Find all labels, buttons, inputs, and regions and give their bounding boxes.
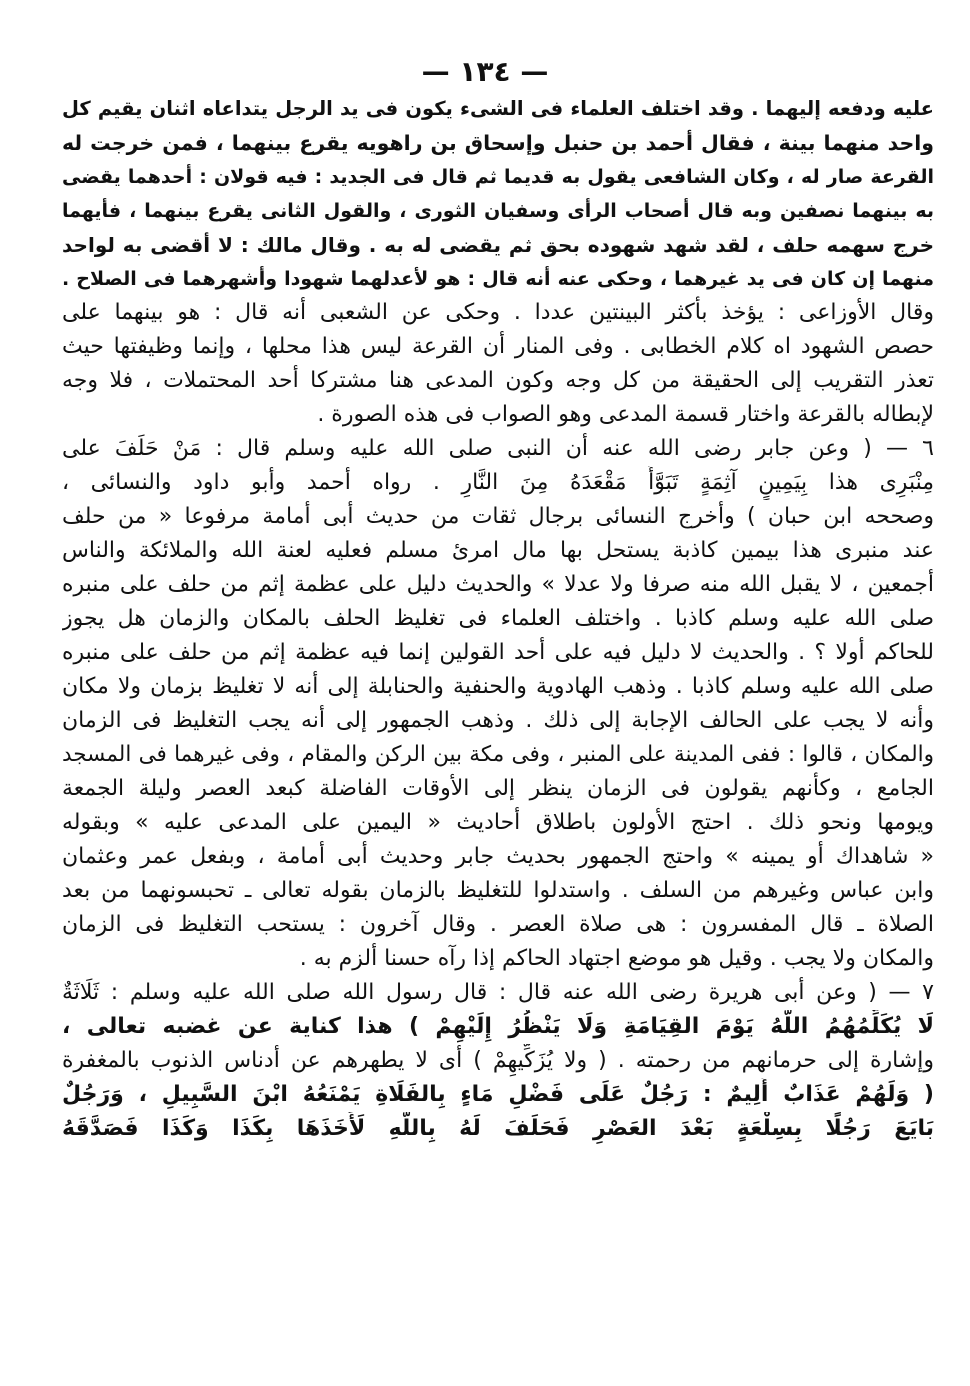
text-line: به بينهما نصفين وبه قال أصحاب الرأى وسفيان الثورى ، والقول الثانى يقرع بينهما ، فأيهما: [62, 200, 934, 222]
hadith-line: ( وَلَهُمْ عَذَابٌ أَلِيمٌ : رَجُلٌ عَلَى فَضْلِ مَاءٍ بِالفَلَاةِ يَمْنَعُهُ ابْنَ السَّبِيلِ ، وَرَجُلٌ: [62, 1082, 934, 1107]
page-number: — ١٣٤ —: [421, 55, 549, 88]
text-line: أجمعين ، لا يقبل الله منه صرفا ولا عدلا » والحديث دليل على عظمة إثم من حلف على منبره: [62, 572, 934, 597]
text-line: واحد منهما بينة ، فقال أحمد بن حنبل وإسحاق بن راهويه يقرع بينهما ، فمن خرجت له: [62, 131, 934, 155]
body-text: [62, 92, 934, 1146]
text-line: والمكان ، قالوا : ففى المدينة على المنبر ، وفى مكة بين الركن والمقام ، وفى غيرهما فى المسجد: [62, 742, 934, 767]
text-line: « شاهداك أو يمينه » واحتج الجمهور بحديث جابر وحديث أبى أمامة ، وبفعل عمر وعثمان: [62, 844, 934, 869]
hadith-line: ٦ — ( وعن جابر رضى الله عنه أن النبى صلى الله عليه وسلم قال : مَنْ حَلَفَ على: [62, 436, 934, 461]
text-line: صلى الله عليه وسلم كاذبا . وذهب الهادوية والحنفية والحنابلة إلى أنه لا تغليظ بزمان ولا مكان: [62, 674, 934, 699]
text-line: وإشارة إلى حرمانهم من رحمته . ( ولا يُزَكِّيهِمْ ) أى لا يطهرهم عن أدناس الذنوب بالمغفرة: [62, 1048, 934, 1073]
hadith-line: مِنْبَرِى هذا بِيَمِينٍ آثِمَةٍ تَبَوَّأَ مَقْعَدَهُ مِنَ النَّارِ . رواه أحمد وأبو داود والنسائى ،: [62, 470, 934, 495]
text-line: الصلاة ـ قال المفسرون : هى صلاة العصر . وقال آخرون : يستحب التغليظ فى الزمان: [62, 912, 934, 937]
text-line: منهما إن كان فى يد غيرهما ، وحكى عنه أنه قال : هو لأعدلهما شهودا وأشهرهما فى الصلاح .: [62, 268, 934, 290]
text-line: حصص الشهود اه كلام الخطابى . وفى المنار أن القرعة ليس هذا محلها ، وإنما وظيفتها حيث: [62, 334, 934, 359]
text-line: عليه ودفعه إليهما . وقد اختلف العلماء فى الشىء يكون فى يد الرجل يتداعاه اثنان يقيم كل: [62, 97, 934, 120]
text-line: الجامع ، وكأنهم يقولون فى الزمان ينظر إلى الأوقات الفاضلة كبعد العصر وليلة الجمعة: [62, 776, 934, 801]
text-line: لإبطاله بالقرعة واختار قسمة المدعى وهو الصواب فى هذه الصورة .: [317, 402, 934, 427]
text-line: خرج سهمه حلف ، لقد شهد شهوده بحق ثم يقضى له به . وقال مالك : لا أقضى به لواحد: [62, 233, 934, 257]
text-line: والمكان ولا يجب . وقيل هو موضع اجتهاد الحاكم إذا رآه حسنا ألزم به .: [299, 946, 934, 971]
hadith-line: لَا يُكَلِّمُهُمُ اللَّهُ يَوْمَ القِيَامَةِ وَلَا يَنْظُرُ إِلَيْهِمْ ) هذا كناية عن غضبه تعالى ،: [62, 1014, 934, 1039]
text-line: عند منبرى هذا بيمين كاذبة يستحل بها مال امرئ مسلم فعليه لعنة الله والملائكة والناس: [62, 538, 934, 563]
text-line: وصححه ابن حبان ) وأخرج النسائى برجال ثقات من حديث أبى أمامة مرفوعا « من حلف: [62, 504, 934, 529]
text-line: وقال الأوزاعى : يؤخذ بأكثر البينتين عددا . وحكى عن الشعبى أنه قال : هو بينهما على: [62, 300, 934, 325]
hadith-line: بَايَعَ رَجُلًا بِسِلْعَةٍ بَعْدَ العَصْرِ فَحَلَفَ لَهُ بِاللَّهِ لَأَخَذَهَا بِكَذَا وَكَذَا فَصَدَّقَهُ: [62, 1116, 934, 1141]
text-line: للحاكم أولا ؟ . والحديث لا دليل فيه على أحد القولين إنما فيه عظمة إثم من حلف على منبره: [62, 640, 934, 665]
text-line: تعذر التقريب إلى الحقيقة من كل وجه وكون المدعى هنا مشتركا أحد المحتملات ، فلا وجه: [62, 368, 934, 393]
text-line: وأنه لا يجب على الحالف الإجابة إلى ذلك . وذهب الجمهور إلى أنه يجب التغليظ فى الزمان: [62, 708, 934, 733]
hadith-line: ٧ — ( وعن أبى هريرة رضى الله عنه قال : قال رسول الله صلى الله عليه وسلم : ثَلَاثَةٌ: [62, 980, 934, 1005]
text-line: ويومها ونحو ذلك . احتج الأولون باطلاق أحاديث « اليمين على المدعى عليه » وبقوله: [62, 810, 934, 835]
text-line: صلى الله عليه وسلم كاذبا . واختلف العلماء فى تغليظ الحلف بالمكان والزمان هل يجوز: [62, 606, 934, 631]
text-line: وابن عباس وغيرهم من السلف . واستدلوا للتغليظ بالزمان بقوله تعالى ـ تحبسونهما من بعد: [62, 878, 934, 903]
text-line: القرعة صار له ، وكان الشافعى يقول به قديما ثم قال فى الجديد : فيه قولان : أحدهما يقضى: [62, 166, 934, 188]
